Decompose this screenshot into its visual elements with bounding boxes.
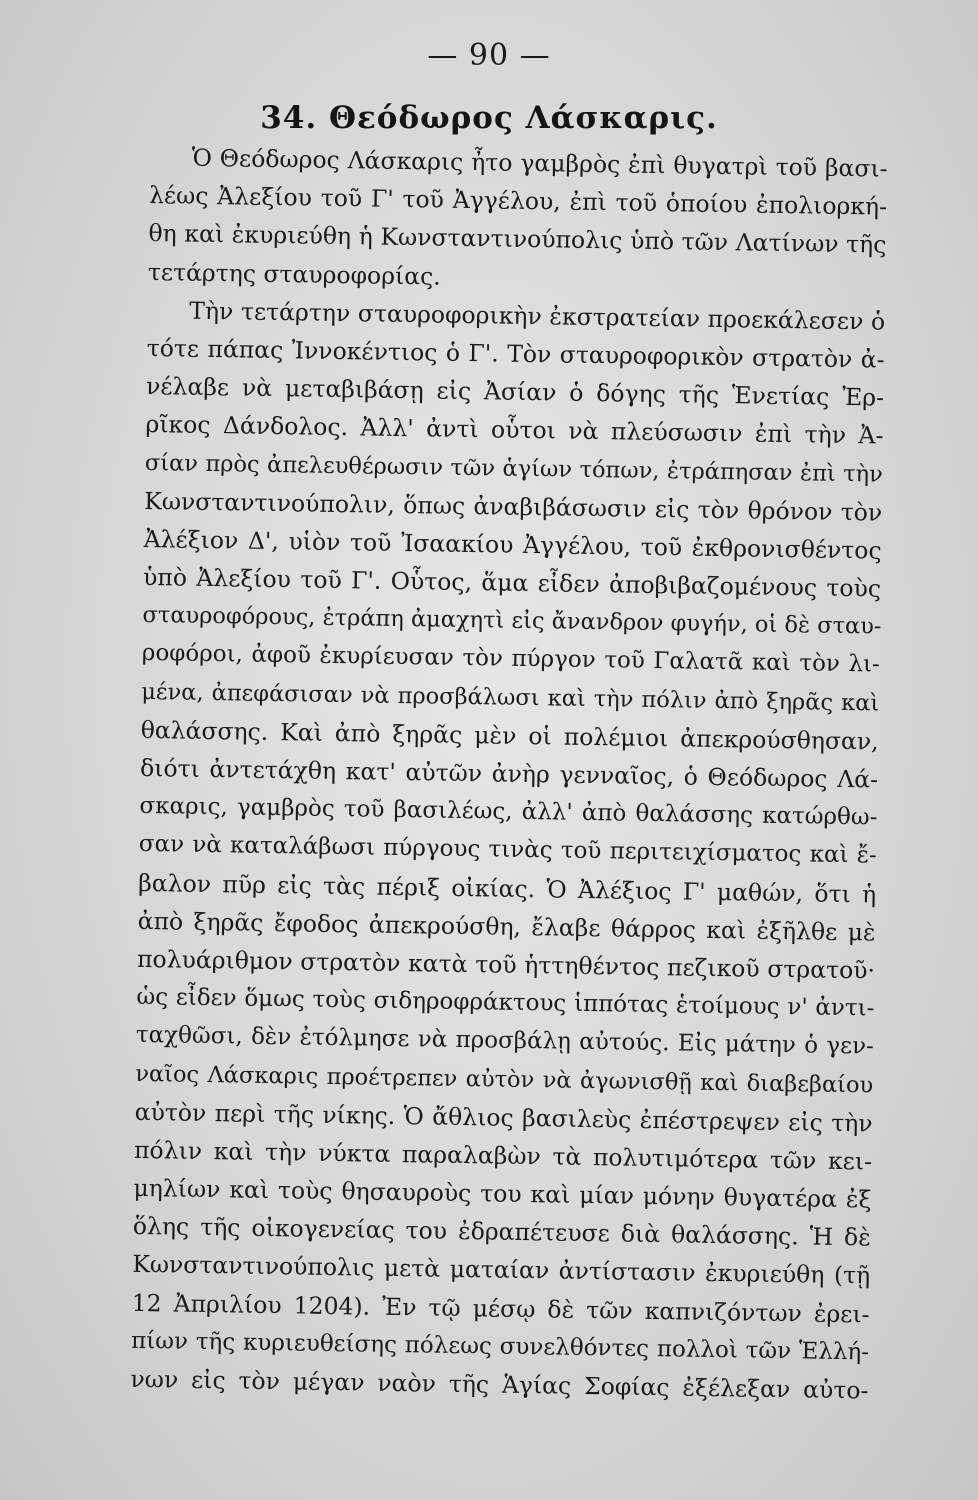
section-title: 34. Θεόδωρος Λάσκαρις.	[260, 100, 718, 136]
text-line: λέως Ἀλεξίου τοῦ Γ' τοῦ Ἀγγέλου, ἐπὶ τοῦ ὁποίου ἐπολιορκή-	[148, 181, 888, 221]
text-line: σκαρις, γαμβρὸς τοῦ βασιλέως, ἀλλ' ἀπὸ θαλάσσης κατώρθω-	[139, 793, 878, 831]
text-line: τετάρτης σταυροφορίας.	[147, 257, 441, 291]
text-line: αὐτὸν περὶ τῆς νίκης. Ὁ ἄθλιος βασιλεὺς ἐπέστρεψεν εἰς τὴν	[134, 1097, 873, 1138]
text-line: διότι ἀντετάχθη κατ' αὐτῶν ἀνὴρ γενναῖος, ὁ Θεόδωρος Λά-	[139, 753, 879, 794]
text-line: ναῖος Λάσκαρις προέτρεπεν αὐτὸν νὰ ἀγωνισθῇ καὶ διαβεβαίου	[135, 1060, 874, 1098]
text-line: ὡς εἶδεν ὅμως τοὺς σιδηροφράκτους ἱππότας ἑτοίμους ν' ἀντι-	[136, 984, 875, 1022]
text-line: ὅλης τῆς οἰκογενείας του ἐδραπέτευσε διὰ θαλάσσης. Ἡ δὲ	[132, 1212, 872, 1252]
page-number: — 90 —	[427, 38, 551, 73]
text-line: Κωνσταντινούπολιν, ὅπως ἀναβιβάσωσιν εἰς τὸν θρόνον τὸν	[144, 486, 883, 527]
text-line: σίαν πρὸς ἀπελευθέρωσιν τῶν ἁγίων τόπων, ἐτράπησαν ἐπὶ τὴν	[144, 449, 884, 488]
text-line: ὑπὸ Ἀλεξίου τοῦ Γ'. Οὗτος, ἅμα εἶδεν ἀποβιβαζομένους τοὺς	[142, 563, 882, 603]
text-line: σαν νὰ καταλάβωσι πύργους τινὰς τοῦ περιτειχίσματος καὶ ἔ-	[138, 831, 878, 869]
text-line: πολυάριθμον στρατὸν κατὰ τοῦ ἡττηθέντος πεζικοῦ στρατοῦ·	[136, 944, 876, 985]
text-line: Ἀλέξιον Δ', υἱὸν τοῦ Ἰσαακίου Ἀγγέλου, τοῦ ἐκθρονισθέντος	[143, 524, 882, 565]
text-line: ἀπὸ ξηρᾶς ἔφοδος ἀπεκρούσθη, ἔλαβε θάρρος καὶ ἐξῆλθε μὲ	[137, 906, 876, 947]
text-line: ρῖκος Δάνδολος. Ἀλλ' ἀντὶ οὗτοι νὰ πλεύσωσιν ἐπὶ τὴν Ἀ-	[145, 410, 884, 450]
text-line: Ὁ Θεόδωρος Λάσκαρις ἦτο γαμβρὸς ἐπὶ θυγατρὶ τοῦ βασι-	[191, 143, 888, 183]
text-line: βαλον πῦρ εἰς τὰς πέριξ οἰκίας. Ὁ Ἀλέξιος Γ' μαθών, ὅτι ἡ	[138, 868, 877, 909]
text-line: ταχθῶσι, δὲν ἐτόλμησε νὰ προσβάλῃ αὐτούς. Εἰς μάτην ὁ γεν-	[135, 1022, 875, 1060]
text-line: 12 Ἀπριλίου 1204). Ἐν τῷ μέσῳ δὲ τῶν καπνιζόντων ἐρει-	[131, 1288, 870, 1329]
text-line: Τὴν τετάρτην σταυροφορικὴν ἐκστρατείαν προεκάλεσεν ὁ	[189, 296, 886, 336]
text-line: μηλίων καὶ τοὺς θησαυροὺς του καὶ μίαν μόνην θυγατέρα ἐξ	[133, 1173, 872, 1214]
text-line: πόλιν καὶ τὴν νύκτα παραλαβὼν τὰ πολυτιμότερα τῶν κει-	[133, 1135, 873, 1176]
text-line: νέλαβε νὰ μεταβιβάσῃ εἰς Ἀσίαν ὁ δόγης τῆς Ἑνετίας Ἐρ-	[145, 372, 885, 412]
text-line: σταυροφόρους, ἐτράπη ἀμαχητὶ εἰς ἄνανδρον φυγήν, οἱ δὲ σταυ-	[142, 602, 882, 640]
text-line: νων εἰς τὸν μέγαν ναὸν τῆς Ἁγίας Σοφίας ἐξέλεξαν αὐτο-	[130, 1364, 869, 1405]
text-line: τότε πάπας Ἰννοκέντιος ὁ Γ'. Τὸν σταυροφορικὸν στρατὸν ἀ-	[146, 333, 885, 374]
text-line: πίων τῆς κυριευθείσης πόλεως συνελθόντες πολλοὶ τῶν Ἑλλή-	[130, 1327, 870, 1366]
text-line: μένα, ἀπεφάσισαν νὰ προσβάλωσι καὶ τὴν πόλιν ἀπὸ ξηρᾶς καὶ	[141, 678, 880, 717]
text-line: Κωνσταντινούπολις μετὰ ματαίαν ἀντίστασιν ἐκυριεύθη (τῇ	[132, 1250, 871, 1290]
text-line: θη καὶ ἐκυριεύθη ἡ Κωνσταντινούπολις ὑπὸ τῶν Λατίνων τῆς	[148, 219, 887, 259]
text-line: ροφόροι, ἀφοῦ ἐκυρίευσαν τὸν πύργον τοῦ Γαλατᾶ καὶ τὸν λι-	[141, 640, 881, 678]
body-text	[130, 138, 888, 1410]
text-line: θαλάσσης. Καὶ ἀπὸ ξηρᾶς μὲν οἱ πολέμιοι ἀπεκρούσθησαν,	[140, 715, 879, 756]
